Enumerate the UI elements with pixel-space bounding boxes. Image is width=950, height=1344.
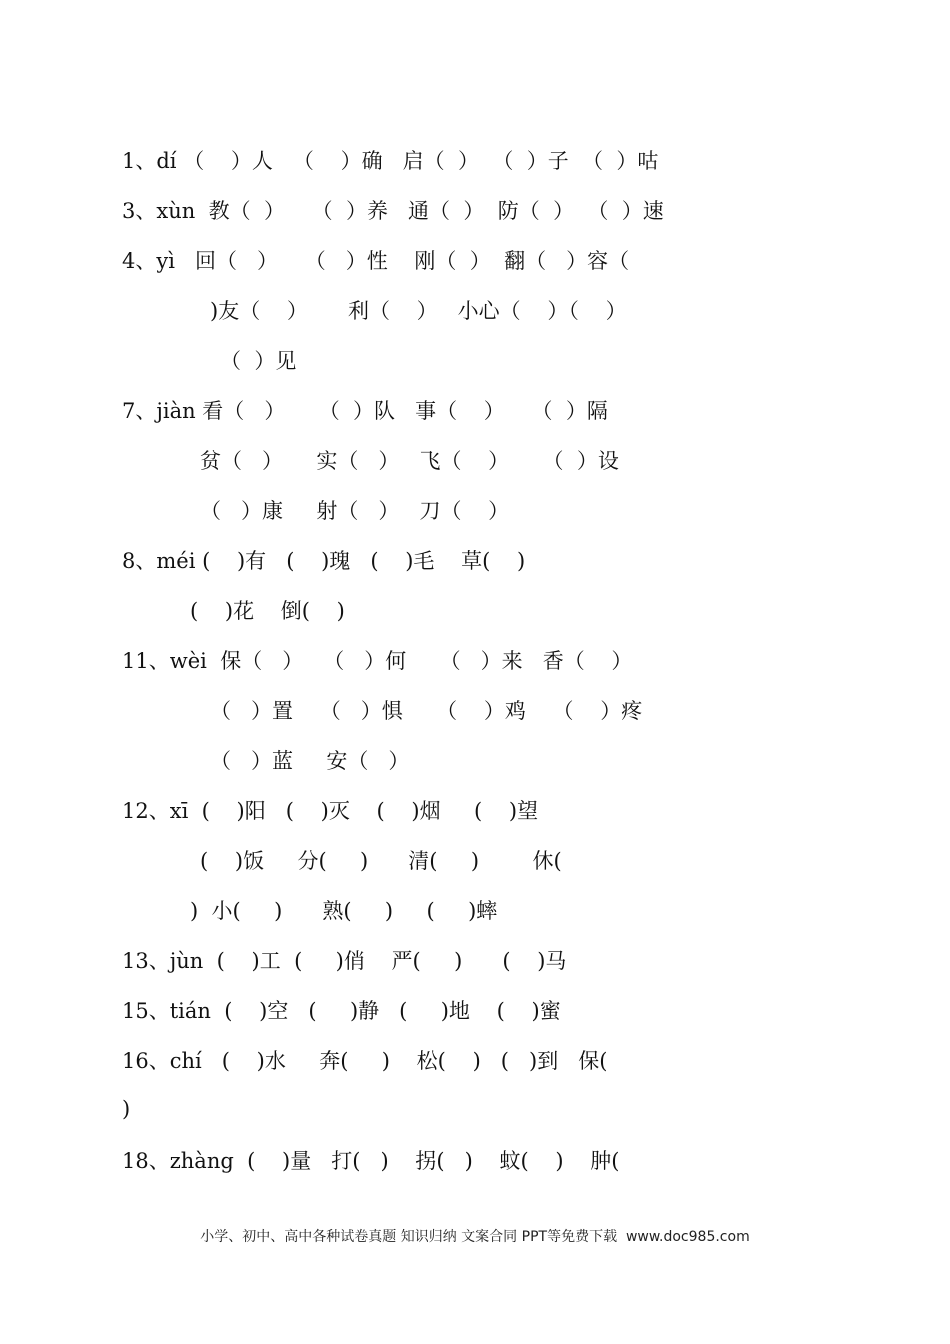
page-footer: 小学、初中、高中各种试卷真题 知识归纳 文案合同 PPT等免费下载 www.doc985.com: [200, 1229, 750, 1245]
exercise-line-12-cont-2: ) 小( ) 熟( ) ( )蟀: [190, 899, 498, 923]
exercise-line-15: 15、tián ( )空 ( )静 ( )地 ( )蜜: [122, 999, 561, 1023]
exercise-line-1: 1、dí （ ）人 （ ）确 启（ ） （ ）子 （ ）咕: [122, 149, 659, 173]
exercise-line-11-cont-1: （ ）置 （ ）惧 （ ）鸡 （ ）疼: [210, 699, 643, 723]
exercise-line-7-cont-2: （ ）康 射（ ） 刀（ ）: [200, 499, 510, 523]
exercise-line-18: 18、zhàng ( )量 打( ) 拐( ) 蚊( ) 肿(: [122, 1149, 620, 1173]
exercise-line-7-cont-1: 贫（ ） 实（ ） 飞（ ） （ ）设: [200, 449, 619, 473]
exercise-line-4: 4、yì 回（ ） （ ）性 刚（ ） 翻（ ）容（: [122, 249, 630, 273]
exercise-line-13: 13、jùn ( )工 ( )俏 严( ) ( )马: [122, 949, 567, 973]
exercise-line-11: 11、wèi 保（ ） （ ）何 （ ）来 香（ ）: [122, 649, 633, 673]
exercise-line-8-cont: ( )花 倒( ): [190, 599, 345, 623]
exercise-line-16: 16、chí ( )水 奔( ) 松( ) ( )到 保(: [122, 1049, 608, 1073]
exercise-line-4-cont-1: )友（ ） 利（ ） 小心（ ）（ ）: [210, 299, 627, 323]
exercise-line-12: 12、xī ( )阳 ( )灭 ( )烟 ( )望: [122, 799, 539, 823]
exercise-line-7: 7、jiàn 看（ ） （ ）队 事（ ） （ ）隔: [122, 399, 608, 423]
exercise-line-12-cont-1: ( )饭 分( ) 清( ) 休(: [200, 849, 562, 873]
exercise-line-16-cont: ): [122, 1097, 131, 1121]
exercise-line-4-cont-2: （ ）见: [220, 349, 297, 373]
exercise-line-8: 8、méi ( )有 ( )瑰 ( )毛 草( ): [122, 549, 526, 573]
exercise-line-3: 3、xùn 教（ ） （ ）养 通（ ） 防（ ） （ ）速: [122, 199, 664, 223]
exercise-line-11-cont-2: （ ）蓝 安（ ）: [210, 749, 410, 773]
